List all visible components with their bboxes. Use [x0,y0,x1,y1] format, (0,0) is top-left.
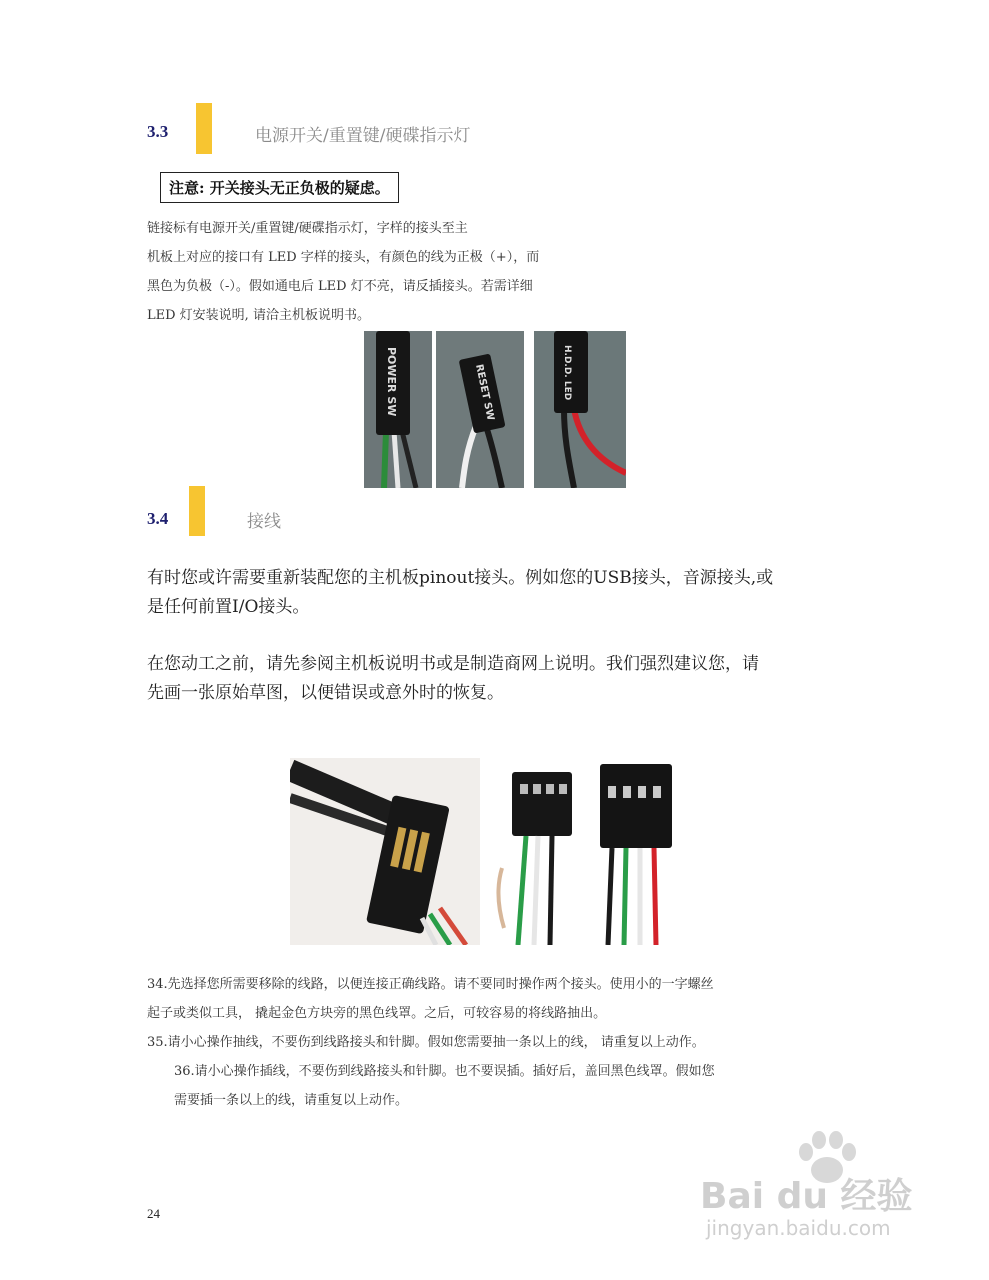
usb-connectors-photo [490,758,685,945]
section-3-3-paragraph [147,214,647,330]
reset-sw-connector-photo [436,331,524,488]
page-number: 24 [147,1206,160,1221]
watermark-logo: Bai du 经验 [700,1176,913,1217]
paragraph-line: 机板上对应的接口有 LED 字样的接头，有颜色的线为正极（+），而 [147,250,540,265]
baidu-watermark [700,1130,950,1260]
section-3-4-paragraph-2 [147,650,847,708]
connector-label-hdd: H.D.D. LED [562,345,572,401]
paragraph-line: 先画一张原始草图，以便错误或意外时的恢复。 [147,683,504,703]
paragraph-line: LED 灯安装说明, 请洽主机板说明书。 [147,308,370,323]
step-line: 34.先选择您所需要移除的线路，以便连接正确线路。请不要同时操作两个接头。使用小的一字螺丝 [147,977,714,992]
connector-label-reset: RESET SW [473,363,496,422]
paragraph-line: 有时您或许需要重新装配您的主机板pinout接头。例如您的USB接头，音源接头,或 [147,568,774,588]
section-3-4-accent-bar [189,486,205,536]
section-3-3-number: 3.3 [147,122,169,141]
connector-label-power: POWER SW [385,347,398,417]
power-sw-connector-photo [364,331,432,488]
paragraph-line: 是任何前置I/O接头。 [147,597,310,617]
note-box: 注意: 开关接头无正负极的疑虑。 [160,172,399,203]
hdd-led-connector-photo [534,331,626,488]
section-3-4-number: 3.4 [147,509,169,528]
paragraph-line: 链接标有电源开关/重置键/硬碟指示灯，字样的接头至主 [147,221,468,236]
section-3-4-title: 接线 [247,512,281,532]
section-3-3-accent-bar [196,103,212,154]
steps-list [147,970,715,1115]
paragraph-line: 黑色为负极（-）。假如通电后 LED 灯不亮，请反插接头。若需详细 [147,279,533,294]
section-3-4-paragraph-1 [147,564,847,622]
step-line: 需要插一条以上的线，请重复以上动作。 [174,1093,409,1108]
paragraph-line: 在您动工之前，请先参阅主机板说明书或是制造商网上说明。我们强烈建议您，请 [147,654,759,674]
remove-pin-photo [290,758,480,945]
step-line: 起子或类似工具， 撬起金色方块旁的黑色线罩。之后，可较容易的将线路抽出。 [147,1006,607,1021]
step-line: 36.请小心操作插线，不要伤到线路接头和针脚。也不要误插。插好后，盖回黑色线罩。假如您 [174,1064,715,1079]
section-3-3-title: 电源开关/重置键/硬碟指示灯 [255,126,471,146]
watermark-url: jingyan.baidu.com [706,1216,891,1240]
step-line: 35.请小心操作抽线，不要伤到线路接头和针脚。假如您需要抽一条以上的线， 请重复以上动作。 [147,1035,705,1050]
